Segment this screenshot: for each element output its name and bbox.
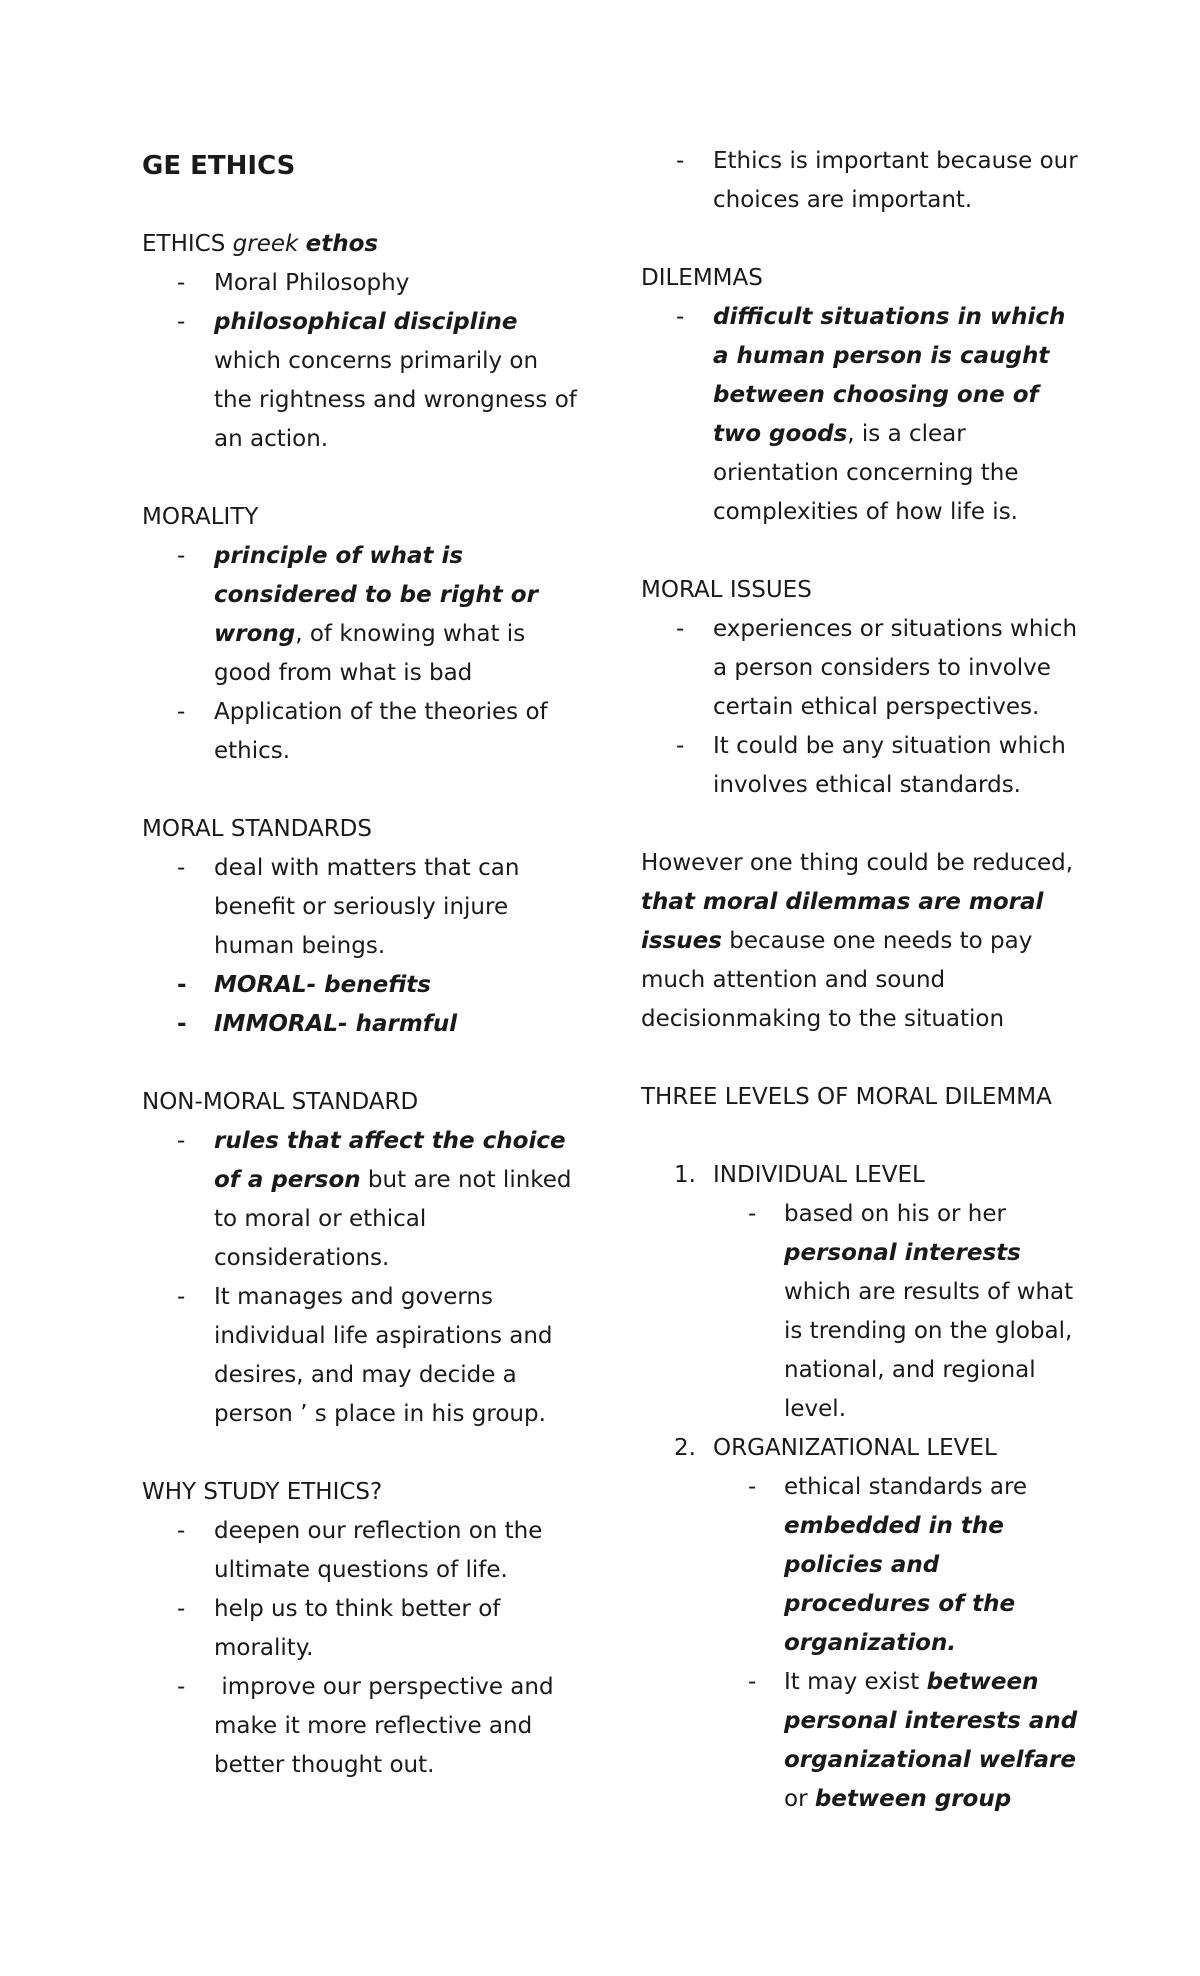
section-why-study-ethics xyxy=(142,1473,582,1785)
list-item xyxy=(142,537,582,693)
level-label: ORGANIZATIONAL LEVEL xyxy=(713,1435,997,1461)
item-text: based on his or her xyxy=(784,1201,1006,1227)
item-bold-text: between group xyxy=(814,1786,1012,1812)
list-item xyxy=(142,264,582,303)
bullet-list xyxy=(641,142,1081,220)
section-ethics xyxy=(142,225,582,459)
section-moral-standards xyxy=(142,810,582,1044)
level-number: 1. xyxy=(674,1162,696,1188)
level-heading xyxy=(641,1156,1081,1195)
item-text: It manages and governs individual life aspirations and desires, and may decide a person ’ s place in his group. xyxy=(214,1284,553,1427)
level-number: 2. xyxy=(674,1435,696,1461)
list-item xyxy=(142,1122,582,1278)
section-heading-moral-issues: MORAL ISSUES xyxy=(641,577,812,603)
item-bold-text: between personal interests and organizational welfare xyxy=(784,1669,1078,1773)
item-text: but are not linked to moral or ethical considerations. xyxy=(214,1167,572,1271)
item-text: It could be any situation which involves ethical standards. xyxy=(713,733,1066,798)
bullet-list xyxy=(142,264,582,459)
bullet-list xyxy=(142,537,582,771)
item-text: Moral Philosophy xyxy=(214,270,410,296)
heading-text: ETHICS xyxy=(142,231,233,257)
item-text: improve our perspective and make it more reflective and better thought out. xyxy=(214,1674,561,1778)
item-text: , is a clear orientation concerning the complexities of how life is. xyxy=(713,421,1019,525)
item-text: help us to think better of morality. xyxy=(214,1596,501,1661)
item-text: Application of the theories of ethics. xyxy=(214,699,548,764)
list-item xyxy=(142,1590,582,1668)
list-item xyxy=(142,693,582,771)
item-text: which concerns primarily on the rightness and wrongness of an action. xyxy=(214,348,577,452)
item-text: experiences or situations which a person considers to involve certain ethical perspectives. xyxy=(713,616,1078,720)
item-text: deal with matters that can benefit or seriously injure human beings. xyxy=(214,855,520,959)
section-heading-morality: MORALITY xyxy=(142,504,259,530)
bullet-list xyxy=(641,298,1081,532)
list-item xyxy=(641,1468,1081,1663)
section-heading-dilemmas: DILEMMAS xyxy=(641,265,763,291)
list-item xyxy=(142,1005,582,1044)
bullet-list xyxy=(142,849,582,1044)
levels-list xyxy=(641,1156,1081,1819)
section-heading-non-moral: NON-MORAL STANDARD xyxy=(142,1089,419,1115)
list-item xyxy=(142,1512,582,1590)
level-organizational xyxy=(641,1429,1081,1819)
paragraph-text: because one needs to pay much attention and sound decisionmaking to the situation xyxy=(641,928,1033,1032)
section-morality xyxy=(142,498,582,771)
list-item xyxy=(641,1195,1081,1429)
item-bold-text: MORAL- benefits xyxy=(214,972,431,998)
level-individual xyxy=(641,1156,1081,1429)
list-item xyxy=(641,142,1081,220)
bullet-list xyxy=(641,610,1081,805)
bullet-list xyxy=(641,1468,1081,1819)
level-heading xyxy=(641,1429,1081,1468)
paragraph-however xyxy=(641,844,1081,1039)
list-item xyxy=(641,727,1081,805)
item-text: which are results of what is trending on the global, national, and regional level. xyxy=(784,1279,1074,1422)
item-bold-text: embedded in the policies and procedures of the organization. xyxy=(784,1513,1016,1656)
list-item xyxy=(142,303,582,459)
item-text: Ethics is important because our choices are important. xyxy=(713,148,1078,213)
item-text: , of knowing what is good from what is bad xyxy=(214,621,526,686)
right-column xyxy=(641,142,1081,1858)
list-item xyxy=(142,1668,582,1785)
item-text: It may exist xyxy=(784,1669,927,1695)
level-label: INDIVIDUAL LEVEL xyxy=(713,1162,925,1188)
section-moral-issues xyxy=(641,571,1081,805)
list-item xyxy=(641,610,1081,727)
list-item xyxy=(641,1663,1081,1819)
section-non-moral-standard xyxy=(142,1083,582,1434)
paragraph-bold-text: that moral dilemmas are moral issues xyxy=(641,889,1044,954)
paragraph-text: However one thing could be reduced, xyxy=(641,850,1074,876)
list-item xyxy=(142,849,582,966)
list-item xyxy=(142,966,582,1005)
item-bold-text: rules that affect the choice of a person xyxy=(214,1128,566,1193)
section-heading-why-study: WHY STUDY ETHICS? xyxy=(142,1479,383,1505)
section-ethics-importance xyxy=(641,142,1081,220)
section-three-levels xyxy=(641,1078,1081,1819)
section-heading-ethics xyxy=(142,225,582,264)
item-bold-text: philosophical discipline xyxy=(214,309,518,335)
list-item xyxy=(142,1278,582,1434)
bullet-list xyxy=(142,1512,582,1785)
item-bold-text: principle of what is considered to be right or wrong xyxy=(214,543,538,647)
section-dilemmas xyxy=(641,259,1081,532)
item-text: or xyxy=(784,1786,815,1812)
item-bold-text: personal interests xyxy=(784,1240,1021,1266)
section-heading-moral-standards: MORAL STANDARDS xyxy=(142,816,372,842)
list-item xyxy=(641,298,1081,532)
document-title: GE ETHICS xyxy=(142,151,296,181)
heading-bolditalic-text: ethos xyxy=(305,231,379,257)
item-text: ethical standards are xyxy=(784,1474,1028,1500)
item-bold-text: IMMORAL- harmful xyxy=(214,1011,458,1037)
bullet-list xyxy=(641,1195,1081,1429)
bullet-list xyxy=(142,1122,582,1434)
item-text: deepen our reflection on the ultimate questions of life. xyxy=(214,1518,543,1583)
left-column xyxy=(142,142,582,1824)
heading-italic-text: greek xyxy=(232,231,306,257)
section-heading-three-levels: THREE LEVELS OF MORAL DILEMMA xyxy=(641,1084,1052,1110)
item-bold-text: difficult situations in which a human person is caught between choosing one of two goods xyxy=(713,304,1066,447)
